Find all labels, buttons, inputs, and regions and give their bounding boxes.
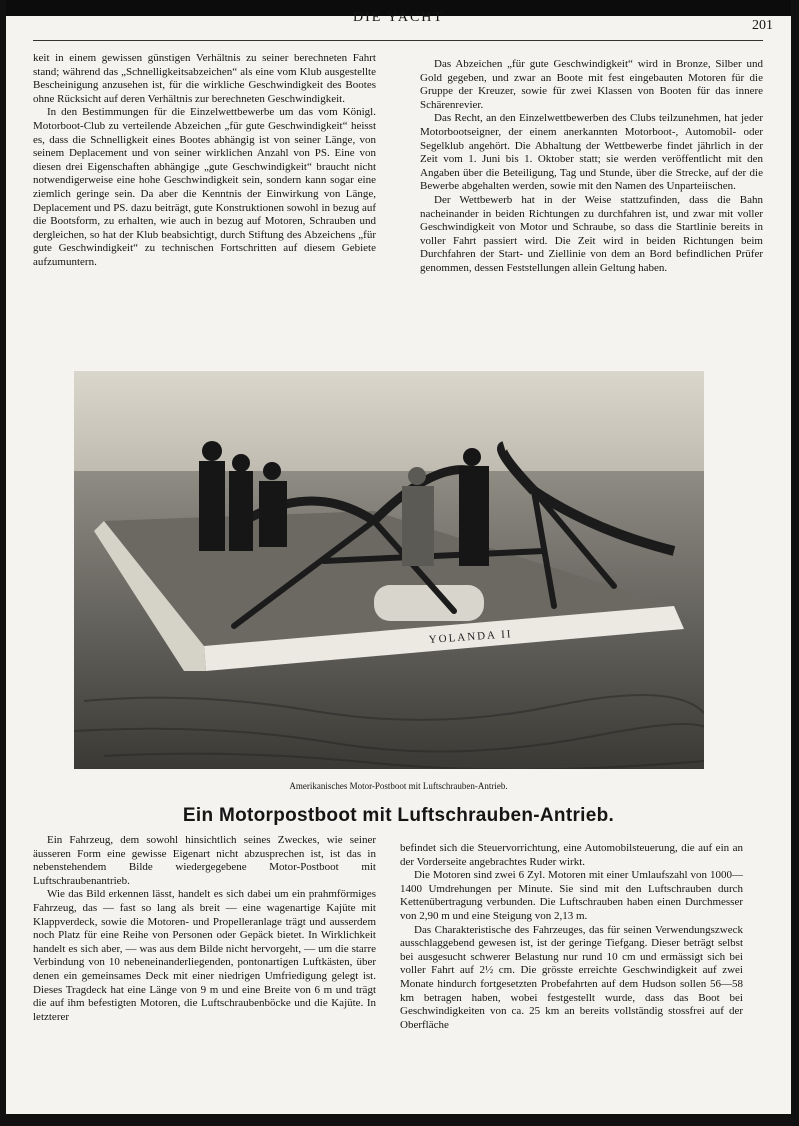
- paragraph: keit in einem gewissen günstigen Verhältnis zu seiner berechneten Fahrt stand; während das „Schnelligkeitsabzeichen“ als eine vom Klub ausgestellte Bescheinigung anzusehen ist, für die wirkliche Geschwindigkeit des Bootes ohne Rücksicht auf deren Verhältnis zur berechneten Geschwindigkeit.: [33, 52, 376, 105]
- paragraph: Das Charakteristische des Fahrzeuges, das für seinen Verwendungszweck ausschlaggebend gewesen ist, ist der geringe Tiefgang. Dieser beträgt selbst bei ausgesucht schwerer Belastung nur rund 10 cm und ermässigt sich bei voller Fahrt auf 2½ cm. Die grösste erreichte Geschwindigkeit auf zwei Monate hindurch fortgesetzten Probefahrten auf dem Hudson sollen 56—58 km betragen haben, wobei festgestellt wurde, dass das Boot bei Geschwindigkeiten von ca. 25 km an bereits vollständig stossfrei auf der Oberfläche: [400, 923, 743, 1031]
- paragraph: Das Recht, an den Einzelwettbewerben des Clubs teilzunehmen, hat jeder Motorbootseigner, der einem anerkannten Motorboot-, Automobil- oder Segelklub angehört. Die Abhaltung der Wettbewerbe findet jährlich in der Zeit vom 1. Juni bis 1. Oktober statt; sie werden veröffentlicht mit den Angaben über die Beteiligung, Tag und Stunde, über die Strecke, auf der die Bewerbe abgehalten werden, sowie mit den Namen des Unparteiischen.: [420, 112, 763, 193]
- article-title: Ein Motorpostboot mit Luftschrauben-Antrieb.: [182, 805, 615, 826]
- boat-name-label: YOLANDA II: [428, 628, 513, 646]
- paragraph: In den Bestimmungen für die Einzelwettbewerbe um das vom Königl. Motorboot-Club zu verteilende Abzeichen „für gute Geschwindigkeit“ heisst es, dass die Schnelligkeit eines Bootes abhängig ist von seiner Länge, von seinem Deplacement und von seiner wirklichen Anzahl von PS. Eine von diesen drei Eigenschaften abhängige „gute Geschwindigkeit“ braucht nicht notwendigerweise eine hohe Geschwindigkeit sein, sondern kann sogar eine ziemlich geringe sein. Da aber die Kenntnis der Einwirkung von Länge, Deplacement und PS. dazu beiträgt, gute Konstruktionen sowohl in bezug auf die Bootsform, zu erhalten, wie auch in bezug auf Motoren, Schrauben und dergleichen, so hat der Klub beabsichtigt, durch Stiftung des Abzeichens „für gute Geschwindigkeit“ zu technischen Fortschritten auf diesem Gebiete aufzumuntern.: [33, 106, 376, 268]
- boat-photo-drawing: [74, 371, 704, 769]
- header-rule: [33, 40, 763, 41]
- column-bottom-right: [400, 842, 743, 1032]
- photo-caption: Amerikanisches Motor-Postboot mit Luftschrauben-Antrieb.: [289, 781, 508, 791]
- boat-photo: [74, 371, 704, 769]
- column-bottom-left: [33, 834, 376, 1024]
- column-top-right: [420, 58, 763, 276]
- paragraph: befindet sich die Steuervorrichtung, eine Automobilsteuerung, die auf ein an der Vorderseite angebrachtes Ruder wirkt.: [400, 842, 743, 868]
- paragraph: Der Wettbewerb hat in der Weise stattzufinden, dass die Bahn nacheinander in beiden Richtungen zu durchfahren ist, und zwar mit voller Geschwindigkeit von Motor und Schraube, so dass die Startlinie bereits in voller Fahrt passiert wird. Die Zeit wird in beiden Richtungen beim Durchfahren der Start- und Ziellinie von dem an Bord befindlichen Prüfer genommen, dessen Feststellungen allein Geltung haben.: [420, 193, 763, 274]
- paragraph: Ein Fahrzeug, dem sowohl hinsichtlich seines Zweckes, wie seiner äusseren Form eine gewisse Eigenart nicht abzusprechen ist, ist das in nebenstehendem Bilde wiedergegebene Motor-Postboot mit Luftschraubenantrieb.: [33, 834, 376, 887]
- page: [6, 0, 791, 1114]
- paragraph: Wie das Bild erkennen lässt, handelt es sich dabei um ein prahmförmiges Fahrzeug, das — fast so lang als breit — eine wagenartige Kajüte mit Klappverdeck, sowie die Motoren- und Propelleranlage trägt und ausserdem noch Platz für eine Reihe von Personen oder Gepäck bietet. In Wirklichkeit handelt es sich aber, — was aus dem Bilde nicht hervorgeht, — um die starre Verbindung von 10 nebeneinanderliegenden, pontonartigen Luftkästen, über denen ein gemeinsames Deck mit einer niedrigen Umfriedigung gelegt ist. Dieses Tragdeck hat eine Länge von 9 m und eine Breite von 6 m und trägt die auf ihm befestigten Motoren, die Luftschraubenböcke und die Kajüte. In letzterer: [33, 888, 376, 1023]
- column-top-left: [33, 52, 376, 270]
- running-head: DIE YACHT: [353, 10, 444, 25]
- paragraph: Das Abzeichen „für gute Geschwindigkeit“ wird in Bronze, Silber und Gold gegeben, und zwar an Boote mit fest eingebauten Motoren für die Gruppe der Kreuzer, sowie für zwei Klassen von Booten für das innere Schärenrevier.: [420, 58, 763, 111]
- paragraph: Die Motoren sind zwei 6 Zyl. Motoren mit einer Umlaufszahl von 1000—1400 Umdrehungen per Minute. Sie sind mit den Luftschrauben durch Kettenübertragung verbunden. Die Luftschrauben haben einen Durchmesser von 2,90 m und eine Steigung von 2,13 m.: [400, 869, 743, 922]
- page-number: 201: [752, 18, 773, 33]
